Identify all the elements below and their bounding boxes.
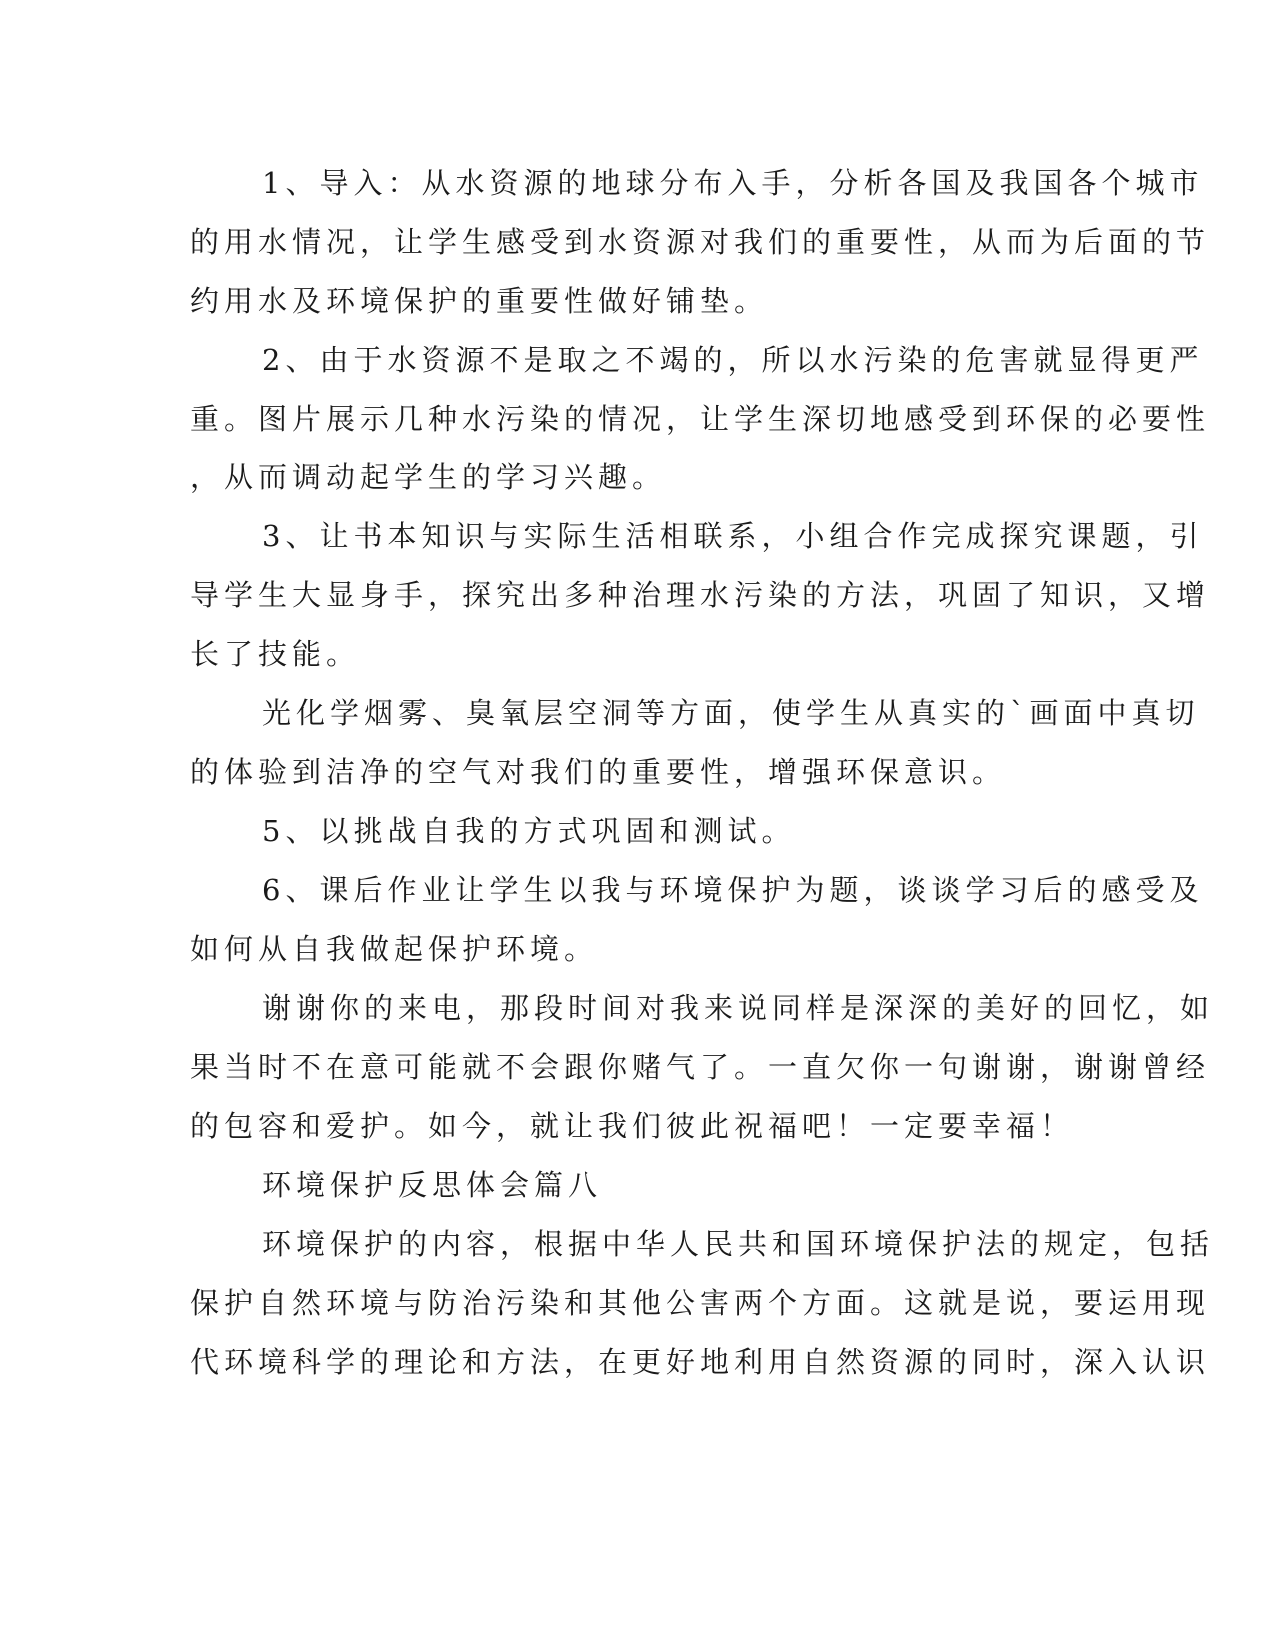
paragraph-line: 的包容和爱护。如今，就让我们彼此祝福吧！一定要幸福！ (190, 1109, 1075, 1143)
paragraph-line: 果当时不在意可能就不会跟你赌气了。一直欠你一句谢谢，谢谢曾经 (190, 1050, 1211, 1084)
paragraph-line: 代环境科学的理论和方法，在更好地利用自然资源的同时，深入认识 (190, 1345, 1211, 1379)
paragraph-line: 2、由于水资源不是取之不竭的，所以水污染的危害就显得更严 (262, 343, 1204, 377)
paragraph-line: 光化学烟雾、臭氧层空洞等方面，使学生从真实的`画面中真切 (262, 696, 1200, 730)
paragraph-line: 长了技能。 (190, 637, 361, 671)
paragraph-line: 重。图片展示几种水污染的情况，让学生深切地感受到环保的必要性 (190, 402, 1211, 436)
paragraph-line: 3、让书本知识与实际生活相联系，小组合作完成探究课题，引 (262, 519, 1204, 553)
section-heading: 环境保护反思体会篇八 (262, 1168, 603, 1202)
paragraph-line: 5、以挑战自我的方式巩固和测试。 (262, 814, 796, 848)
paragraph-line: 1、导入：从水资源的地球分布入手，分析各国及我国各个城市 (262, 166, 1204, 200)
paragraph-line: 约用水及环境保护的重要性做好铺垫。 (190, 284, 769, 318)
paragraph-line: 保护自然环境与防治污染和其他公害两个方面。这就是说，要运用现 (190, 1286, 1211, 1320)
paragraph-line: 的体验到洁净的空气对我们的重要性，增强环保意识。 (190, 755, 1007, 789)
paragraph-line: 谢谢你的来电，那段时间对我来说同样是深深的美好的回忆，如 (262, 991, 1215, 1025)
paragraph-line: 环境保护的内容，根据中华人民共和国环境保护法的规定，包括 (262, 1227, 1215, 1261)
paragraph-line: ，从而调动起学生的学习兴趣。 (190, 460, 667, 494)
paragraph-line: 6、课后作业让学生以我与环境保护为题，谈谈学习后的感受及 (262, 873, 1204, 907)
paragraph-line: 导学生大显身手，探究出多种治理水污染的方法，巩固了知识，又增 (190, 578, 1211, 612)
paragraph-line: 如何从自我做起保护环境。 (190, 932, 599, 966)
paragraph-line: 的用水情况，让学生感受到水资源对我们的重要性，从而为后面的节 (190, 225, 1211, 259)
